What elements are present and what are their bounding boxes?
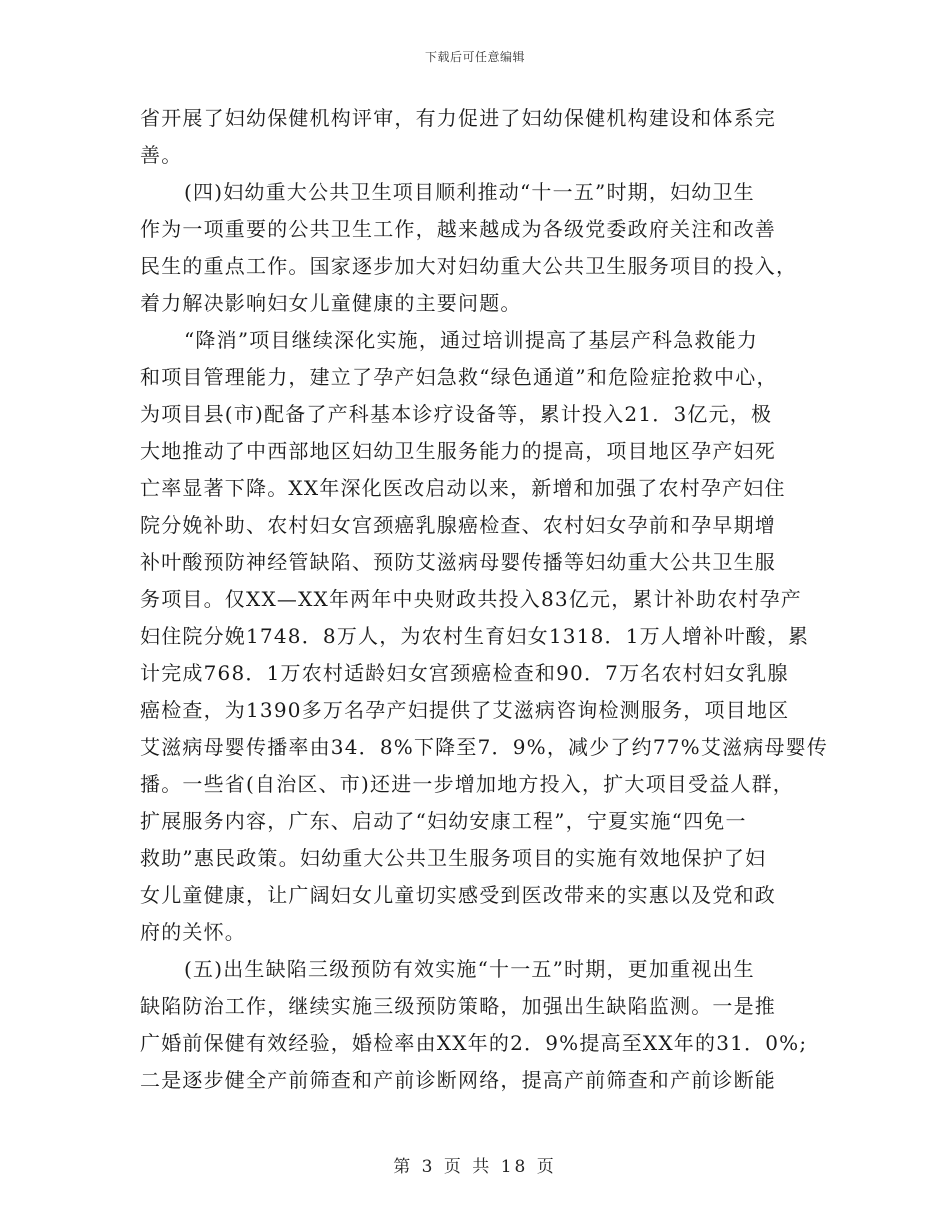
page-header: 下载后可任意编辑 (424, 50, 525, 64)
text-line: 女儿童健康，让广阔妇女儿童切实感受到医改带来的实惠以及党和政 (140, 883, 776, 907)
page-number-footer: 第 3 页 共 18 页 (393, 1157, 557, 1177)
text-line: 作为一项重要的公共卫生工作，越来越成为各级党委政府关注和改善 (140, 217, 776, 241)
text-line: 善。 (140, 143, 183, 167)
text-line: 癌检查，为1390多万名孕产妇提供了艾滋病咨询检测服务，项目地区 (140, 698, 790, 722)
text-line: 妇住院分娩1748．8万人，为农村生育妇女1318．1万人增补叶酸，累 (140, 624, 810, 648)
paragraph (140, 322, 829, 951)
text-line: 务项目。仅XX—XX年两年中央财政共投入83亿元，累计补助农村孕产 (140, 587, 803, 611)
text-line: 救助”惠民政策。妇幼重大公共卫生服务项目的实施有效地保护了妇 (140, 846, 767, 870)
text-line: 补叶酸预防神经管缺陷、预防艾滋病母婴传播等妇幼重大公共卫生服 (140, 550, 776, 574)
paragraph (140, 174, 810, 322)
text-line: 省开展了妇幼保健机构评审，有力促进了妇幼保健机构建设和体系完 (140, 106, 776, 130)
text-line: (四)妇幼重大公共卫生项目顺利推动“十一五”时期，妇幼卫生 (184, 180, 755, 204)
text-line: 缺陷防治工作，继续实施三级预防策略，加强出生缺陷监测。一是推 (140, 994, 776, 1018)
text-line: 亡率显著下降。XX年深化医改启动以来，新增和加强了农村孕产妇住 (140, 476, 786, 500)
text-line: 府的关怀。 (140, 920, 246, 944)
text-line: 着力解决影响妇女儿童健康的主要问题。 (140, 291, 522, 315)
text-line: 院分娩补助、农村妇女宫颈癌乳腺癌检查、农村妇女孕前和孕早期增 (140, 513, 776, 537)
text-line: (五)出生缺陷三级预防有效实施“十一五”时期，更加重视出生 (184, 957, 755, 981)
paragraph (140, 951, 810, 1099)
text-line: 二是逐步健全产前筛查和产前诊断网络，提高产前筛查和产前诊断能 (140, 1068, 776, 1092)
paragraph (140, 100, 810, 174)
text-line: 艾滋病母婴传播率由34．8%下降至7．9%，减少了约77%艾滋病母婴传 (140, 735, 829, 759)
text-line: 计完成768．1万农村适龄妇女宫颈癌检查和90．7万名农村妇女乳腺 (140, 661, 789, 685)
text-line: 和项目管理能力，建立了孕产妇急救“绿色通道”和危险症抢救中心， (140, 365, 778, 389)
text-line: 为项目县(市)配备了产科基本诊疗设备等，累计投入21．3亿元，极 (140, 402, 773, 426)
document-body (140, 100, 829, 1099)
text-line: 民生的重点工作。国家逐步加大对妇幼重大公共卫生服务项目的投入， (140, 254, 798, 278)
text-line: 大地推动了中西部地区妇幼卫生服务能力的提高，项目地区孕产妇死 (140, 439, 776, 463)
text-line: 广婚前保健有效经验，婚检率由XX年的2．9%提高至XX年的31．0%; (140, 1031, 808, 1055)
text-line: 播。一些省(自治区、市)还进一步增加地方投入，扩大项目受益人群， (140, 772, 795, 796)
text-line: “降消”项目继续深化实施，通过培训提高了基层产科急救能力 (184, 328, 759, 352)
text-line: 扩展服务内容，广东、启动了“妇幼安康工程”，宁夏实施“四免一 (140, 809, 747, 833)
